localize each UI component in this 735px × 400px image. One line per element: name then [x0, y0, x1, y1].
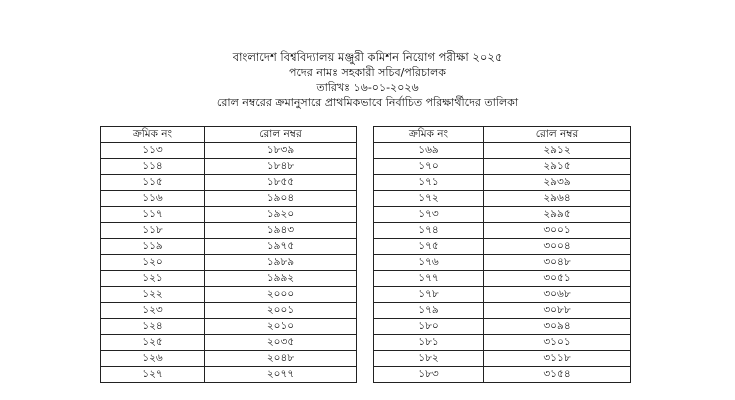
- roll-number-cell: ৩০৫১: [484, 271, 631, 287]
- roll-number-cell: ১৯৮৯: [205, 255, 357, 271]
- table-row: [374, 255, 631, 271]
- serial-number-cell: ১১৩: [101, 143, 205, 159]
- roll-number-cell: ২৯১৫: [484, 159, 631, 175]
- table-row: [101, 191, 357, 207]
- serial-number-cell: ১৭৩: [374, 207, 484, 223]
- roll-number-cell: ৩০৮৮: [484, 303, 631, 319]
- serial-number-cell: ১৭৬: [374, 255, 484, 271]
- serial-column-header: ক্রমিক নং: [374, 127, 484, 143]
- roll-number-cell: ১৯০৪: [205, 191, 357, 207]
- table-row: [374, 351, 631, 367]
- roll-number-cell: ২০৪৮: [205, 351, 357, 367]
- serial-number-cell: ১৭০: [374, 159, 484, 175]
- serial-number-cell: ১৮৩: [374, 367, 484, 383]
- table-row: [374, 239, 631, 255]
- roll-column-header: রোল নম্বর: [484, 127, 631, 143]
- serial-number-cell: ১২২: [101, 287, 205, 303]
- serial-number-cell: ১৭৫: [374, 239, 484, 255]
- serial-number-cell: ১৭১: [374, 175, 484, 191]
- roll-table-right-body: [374, 143, 631, 383]
- serial-number-cell: ১১৭: [101, 207, 205, 223]
- serial-number-cell: ১২৬: [101, 351, 205, 367]
- roll-number-cell: ১৯৭৫: [205, 239, 357, 255]
- roll-number-cell: ২০১০: [205, 319, 357, 335]
- roll-number-cell: ৩০৯৪: [484, 319, 631, 335]
- table-row: [101, 175, 357, 191]
- table-row: [374, 143, 631, 159]
- roll-number-cell: ৩১১৮: [484, 351, 631, 367]
- serial-number-cell: ১৭২: [374, 191, 484, 207]
- roll-number-cell: ১৯৯২: [205, 271, 357, 287]
- table-row: [374, 335, 631, 351]
- serial-number-cell: ১১৬: [101, 191, 205, 207]
- table-row: [374, 159, 631, 175]
- table-row: [101, 335, 357, 351]
- roll-table-right: [373, 126, 631, 383]
- table-row: [374, 303, 631, 319]
- table-row: [101, 351, 357, 367]
- table-row: [101, 143, 357, 159]
- roll-number-cell: ২০০১: [205, 303, 357, 319]
- roll-number-cell: ২৯৩৯: [484, 175, 631, 191]
- post-name: পদের নামঃ সহকারী সচিব/পরিচালক: [289, 66, 446, 79]
- roll-number-cell: ২০০০: [205, 287, 357, 303]
- table-row: [101, 287, 357, 303]
- table-row: [374, 367, 631, 383]
- table-row: [101, 367, 357, 383]
- serial-number-cell: ১২৫: [101, 335, 205, 351]
- list-caption: রোল নম্বরের ক্রমানুসারে প্রাথমিকভাবে নির্বাচিত পরিক্ষার্থীদের তালিকা: [216, 96, 519, 109]
- roll-column-header: রোল নম্বর: [205, 127, 357, 143]
- serial-number-cell: ১৬৯: [374, 143, 484, 159]
- roll-number-cell: ২০৩৫: [205, 335, 357, 351]
- roll-number-cell: ২৯৬৪: [484, 191, 631, 207]
- roll-number-cell: ৩১৫৪: [484, 367, 631, 383]
- serial-number-cell: ১৮০: [374, 319, 484, 335]
- table-row: [374, 319, 631, 335]
- document-date: তারিখঃ ১৬-০১-২০২৬: [316, 81, 419, 94]
- serial-number-cell: ১২৩: [101, 303, 205, 319]
- roll-number-cell: ১৯২০: [205, 207, 357, 223]
- roll-number-cell: ২৯৯৫: [484, 207, 631, 223]
- serial-column-header: ক্রমিক নং: [101, 127, 205, 143]
- table-header-row: [101, 127, 357, 143]
- roll-number-cell: ৩০৪৮: [484, 255, 631, 271]
- roll-number-cell: ১৮৪৮: [205, 159, 357, 175]
- serial-number-cell: ১২১: [101, 271, 205, 287]
- serial-number-cell: ১৭৭: [374, 271, 484, 287]
- roll-number-cell: ৩০০১: [484, 223, 631, 239]
- document-header: [0, 50, 735, 110]
- serial-number-cell: ১২৭: [101, 367, 205, 383]
- roll-number-cell: ২০৭৭: [205, 367, 357, 383]
- table-row: [374, 175, 631, 191]
- table-row: [101, 303, 357, 319]
- serial-number-cell: ১১৮: [101, 223, 205, 239]
- table-row: [101, 255, 357, 271]
- roll-number-cell: ৩১০১: [484, 335, 631, 351]
- serial-number-cell: ১৮২: [374, 351, 484, 367]
- roll-table-left-body: [101, 143, 357, 383]
- serial-number-cell: ১৮১: [374, 335, 484, 351]
- table-row: [101, 223, 357, 239]
- table-row: [374, 191, 631, 207]
- table-row: [374, 287, 631, 303]
- roll-number-cell: ১৮৩৯: [205, 143, 357, 159]
- roll-number-cell: ১৯৪৩: [205, 223, 357, 239]
- table-row: [374, 223, 631, 239]
- table-row: [101, 159, 357, 175]
- serial-number-cell: ১২০: [101, 255, 205, 271]
- serial-number-cell: ১১৯: [101, 239, 205, 255]
- table-row: [101, 239, 357, 255]
- serial-number-cell: ১৭৯: [374, 303, 484, 319]
- table-row: [374, 207, 631, 223]
- roll-table-left: [100, 126, 357, 383]
- table-header-row: [374, 127, 631, 143]
- table-row: [101, 271, 357, 287]
- serial-number-cell: ১২৪: [101, 319, 205, 335]
- serial-number-cell: ১১৪: [101, 159, 205, 175]
- table-row: [101, 319, 357, 335]
- serial-number-cell: ১১৫: [101, 175, 205, 191]
- roll-number-cell: ৩০০৪: [484, 239, 631, 255]
- roll-number-cell: ২৯১২: [484, 143, 631, 159]
- table-row: [101, 207, 357, 223]
- serial-number-cell: ১৭৪: [374, 223, 484, 239]
- roll-number-cell: ১৮৫৫: [205, 175, 357, 191]
- serial-number-cell: ১৭৮: [374, 287, 484, 303]
- table-row: [374, 271, 631, 287]
- exam-title: বাংলাদেশ বিশ্ববিদ্যালয় মঞ্জুরী কমিশন নিয়োগ পরীক্ষা ২০২৫: [232, 50, 503, 64]
- roll-number-cell: ৩০৬৮: [484, 287, 631, 303]
